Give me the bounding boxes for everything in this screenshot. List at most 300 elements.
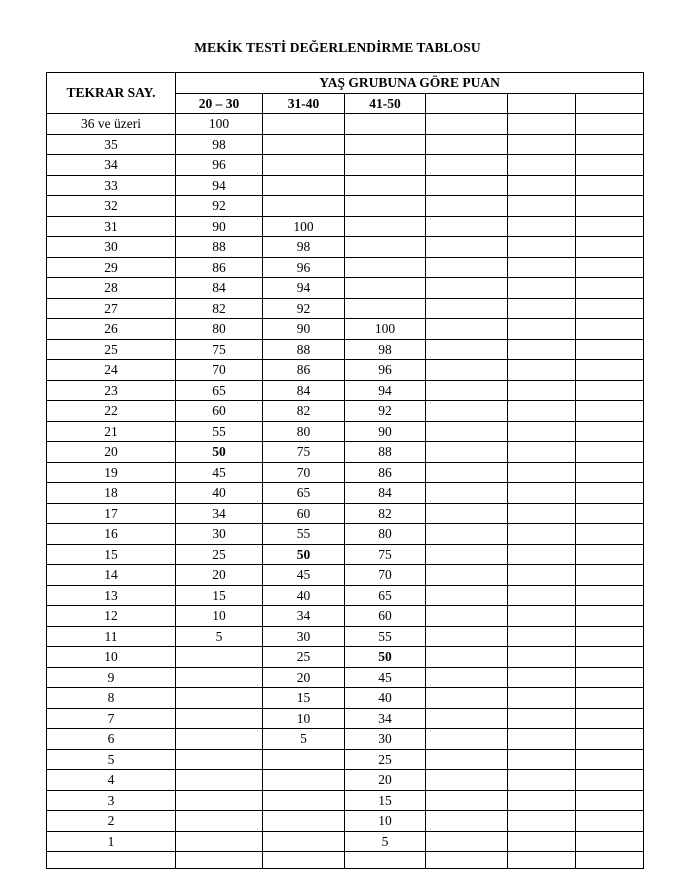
table-row bbox=[47, 421, 644, 442]
score-cell: 40 bbox=[176, 483, 263, 504]
table-row bbox=[47, 626, 644, 647]
score-cell bbox=[576, 155, 644, 176]
score-cell bbox=[576, 216, 644, 237]
rep-count-cell: 26 bbox=[47, 319, 176, 340]
rep-count-cell: 31 bbox=[47, 216, 176, 237]
score-cell: 82 bbox=[263, 401, 345, 422]
score-cell bbox=[508, 442, 576, 463]
score-cell bbox=[508, 483, 576, 504]
score-cell bbox=[508, 360, 576, 381]
table-row bbox=[47, 831, 644, 852]
score-cell bbox=[576, 257, 644, 278]
rep-count-cell: 12 bbox=[47, 606, 176, 627]
score-cell bbox=[176, 708, 263, 729]
table-row bbox=[47, 790, 644, 811]
score-cell bbox=[508, 278, 576, 299]
table-row bbox=[47, 442, 644, 463]
score-cell bbox=[508, 401, 576, 422]
score-cell bbox=[576, 483, 644, 504]
table-row bbox=[47, 708, 644, 729]
score-cell bbox=[576, 606, 644, 627]
score-cell bbox=[345, 134, 426, 155]
score-cell bbox=[426, 606, 508, 627]
rep-count-cell: 28 bbox=[47, 278, 176, 299]
score-cell bbox=[576, 749, 644, 770]
rep-count-cell: 21 bbox=[47, 421, 176, 442]
score-cell: 98 bbox=[176, 134, 263, 155]
table-row bbox=[47, 278, 644, 299]
age-group-cell: 41-50 bbox=[345, 93, 426, 114]
score-cell bbox=[176, 831, 263, 852]
score-cell: 98 bbox=[345, 339, 426, 360]
score-cell bbox=[426, 421, 508, 442]
age-group-cell: 31-40 bbox=[263, 93, 345, 114]
score-cell: 92 bbox=[176, 196, 263, 217]
score-cell: 75 bbox=[263, 442, 345, 463]
score-cell: 65 bbox=[263, 483, 345, 504]
score-cell: 92 bbox=[263, 298, 345, 319]
score-cell bbox=[426, 790, 508, 811]
rep-count-cell: 3 bbox=[47, 790, 176, 811]
score-cell bbox=[508, 831, 576, 852]
score-cell: 88 bbox=[176, 237, 263, 258]
score-cell: 88 bbox=[345, 442, 426, 463]
score-cell bbox=[263, 811, 345, 832]
score-cell bbox=[508, 770, 576, 791]
score-cell: 25 bbox=[263, 647, 345, 668]
score-cell bbox=[426, 155, 508, 176]
score-table bbox=[46, 72, 644, 869]
score-cell bbox=[576, 585, 644, 606]
age-group-cell: 20 – 30 bbox=[176, 93, 263, 114]
table-row bbox=[47, 483, 644, 504]
score-cell bbox=[576, 134, 644, 155]
score-cell bbox=[576, 852, 644, 869]
score-cell bbox=[426, 483, 508, 504]
score-cell: 98 bbox=[263, 237, 345, 258]
score-cell bbox=[426, 339, 508, 360]
score-cell: 86 bbox=[345, 462, 426, 483]
score-cell bbox=[508, 852, 576, 869]
score-cell bbox=[263, 831, 345, 852]
score-cell bbox=[576, 503, 644, 524]
score-cell bbox=[426, 565, 508, 586]
score-cell bbox=[576, 770, 644, 791]
table-row bbox=[47, 237, 644, 258]
score-cell bbox=[576, 114, 644, 135]
score-cell bbox=[508, 421, 576, 442]
score-cell bbox=[426, 442, 508, 463]
score-cell bbox=[508, 114, 576, 135]
age-group-score-header: YAŞ GRUBUNA GÖRE PUAN bbox=[176, 73, 644, 94]
table-row bbox=[47, 339, 644, 360]
score-cell bbox=[426, 831, 508, 852]
score-cell: 86 bbox=[176, 257, 263, 278]
score-cell: 30 bbox=[345, 729, 426, 750]
score-cell: 45 bbox=[345, 667, 426, 688]
score-cell: 86 bbox=[263, 360, 345, 381]
page-title: MEKİK TESTİ DEĞERLENDİRME TABLOSU bbox=[194, 40, 481, 55]
score-cell: 50 bbox=[176, 442, 263, 463]
score-cell bbox=[426, 667, 508, 688]
rep-count-cell: 20 bbox=[47, 442, 176, 463]
score-cell bbox=[263, 196, 345, 217]
table-row bbox=[47, 585, 644, 606]
score-cell bbox=[426, 770, 508, 791]
rep-count-cell: 22 bbox=[47, 401, 176, 422]
rep-count-cell: 5 bbox=[47, 749, 176, 770]
score-cell: 50 bbox=[263, 544, 345, 565]
score-cell: 92 bbox=[345, 401, 426, 422]
score-cell bbox=[426, 237, 508, 258]
score-cell: 15 bbox=[263, 688, 345, 709]
score-cell: 34 bbox=[345, 708, 426, 729]
score-cell bbox=[426, 524, 508, 545]
age-group-cell bbox=[508, 93, 576, 114]
score-cell: 55 bbox=[345, 626, 426, 647]
score-cell: 94 bbox=[176, 175, 263, 196]
table-row bbox=[47, 811, 644, 832]
score-cell bbox=[576, 565, 644, 586]
table-row bbox=[47, 544, 644, 565]
rep-count-cell: 18 bbox=[47, 483, 176, 504]
score-cell bbox=[426, 319, 508, 340]
score-cell bbox=[508, 298, 576, 319]
score-cell: 15 bbox=[345, 790, 426, 811]
score-cell: 84 bbox=[263, 380, 345, 401]
score-cell: 10 bbox=[263, 708, 345, 729]
table-row bbox=[47, 257, 644, 278]
score-cell bbox=[176, 770, 263, 791]
rep-count-cell: 4 bbox=[47, 770, 176, 791]
score-cell bbox=[508, 708, 576, 729]
table-row bbox=[47, 667, 644, 688]
table-row bbox=[47, 216, 644, 237]
score-cell: 82 bbox=[176, 298, 263, 319]
table-row bbox=[47, 298, 644, 319]
score-cell bbox=[345, 278, 426, 299]
score-cell: 100 bbox=[176, 114, 263, 135]
rep-count-cell: 11 bbox=[47, 626, 176, 647]
score-cell bbox=[576, 811, 644, 832]
table-row bbox=[47, 401, 644, 422]
score-cell bbox=[576, 278, 644, 299]
score-cell: 60 bbox=[263, 503, 345, 524]
score-cell: 60 bbox=[176, 401, 263, 422]
score-cell bbox=[345, 257, 426, 278]
score-cell: 94 bbox=[345, 380, 426, 401]
score-cell bbox=[426, 298, 508, 319]
score-table-body bbox=[47, 114, 644, 869]
table-row bbox=[47, 503, 644, 524]
score-cell bbox=[576, 790, 644, 811]
score-cell: 84 bbox=[176, 278, 263, 299]
score-cell: 50 bbox=[345, 647, 426, 668]
score-cell: 94 bbox=[263, 278, 345, 299]
table-row bbox=[47, 380, 644, 401]
score-cell: 65 bbox=[345, 585, 426, 606]
score-cell bbox=[263, 852, 345, 869]
score-cell bbox=[576, 237, 644, 258]
score-cell bbox=[263, 790, 345, 811]
score-cell bbox=[576, 729, 644, 750]
table-row bbox=[47, 647, 644, 668]
score-cell bbox=[508, 667, 576, 688]
score-cell bbox=[508, 134, 576, 155]
score-cell bbox=[576, 626, 644, 647]
rep-count-cell: 16 bbox=[47, 524, 176, 545]
score-cell bbox=[426, 647, 508, 668]
score-cell: 75 bbox=[345, 544, 426, 565]
table-row bbox=[47, 462, 644, 483]
table-row bbox=[47, 852, 644, 869]
score-cell bbox=[176, 688, 263, 709]
score-cell bbox=[508, 257, 576, 278]
table-row bbox=[47, 770, 644, 791]
rep-count-cell: 8 bbox=[47, 688, 176, 709]
rep-count-cell: 35 bbox=[47, 134, 176, 155]
score-cell: 40 bbox=[345, 688, 426, 709]
score-cell: 10 bbox=[345, 811, 426, 832]
score-cell bbox=[576, 442, 644, 463]
score-cell: 70 bbox=[176, 360, 263, 381]
score-cell bbox=[426, 380, 508, 401]
age-group-cell bbox=[426, 93, 508, 114]
rep-count-cell: 24 bbox=[47, 360, 176, 381]
rep-count-cell: 2 bbox=[47, 811, 176, 832]
score-cell bbox=[345, 114, 426, 135]
score-cell bbox=[508, 216, 576, 237]
score-cell: 15 bbox=[176, 585, 263, 606]
table-row bbox=[47, 749, 644, 770]
score-cell bbox=[508, 524, 576, 545]
score-cell bbox=[508, 565, 576, 586]
score-cell bbox=[263, 155, 345, 176]
score-cell bbox=[426, 196, 508, 217]
table-row bbox=[47, 729, 644, 750]
score-cell bbox=[426, 175, 508, 196]
rep-count-cell: 13 bbox=[47, 585, 176, 606]
score-cell bbox=[426, 688, 508, 709]
score-cell: 75 bbox=[176, 339, 263, 360]
score-cell: 5 bbox=[176, 626, 263, 647]
rep-count-cell: 34 bbox=[47, 155, 176, 176]
score-cell: 25 bbox=[176, 544, 263, 565]
score-cell bbox=[508, 196, 576, 217]
score-cell bbox=[508, 606, 576, 627]
score-cell: 55 bbox=[176, 421, 263, 442]
score-cell bbox=[508, 626, 576, 647]
score-cell bbox=[576, 647, 644, 668]
score-cell bbox=[576, 667, 644, 688]
rep-count-cell: 29 bbox=[47, 257, 176, 278]
score-cell bbox=[508, 319, 576, 340]
score-cell bbox=[345, 298, 426, 319]
rep-count-cell: 32 bbox=[47, 196, 176, 217]
rep-count-cell: 36 ve üzeri bbox=[47, 114, 176, 135]
rep-count-cell: 17 bbox=[47, 503, 176, 524]
table-row bbox=[47, 134, 644, 155]
table-row bbox=[47, 606, 644, 627]
score-cell bbox=[426, 811, 508, 832]
score-cell bbox=[576, 708, 644, 729]
score-cell bbox=[345, 155, 426, 176]
score-cell bbox=[426, 114, 508, 135]
score-cell: 45 bbox=[263, 565, 345, 586]
score-cell bbox=[508, 237, 576, 258]
score-cell bbox=[426, 216, 508, 237]
score-cell: 20 bbox=[263, 667, 345, 688]
score-cell bbox=[508, 729, 576, 750]
score-cell bbox=[576, 360, 644, 381]
score-cell bbox=[176, 729, 263, 750]
score-cell bbox=[345, 175, 426, 196]
table-row bbox=[47, 196, 644, 217]
score-cell: 65 bbox=[176, 380, 263, 401]
score-cell bbox=[263, 175, 345, 196]
rep-count-cell: 9 bbox=[47, 667, 176, 688]
score-cell: 10 bbox=[176, 606, 263, 627]
rep-count-cell: 23 bbox=[47, 380, 176, 401]
score-cell bbox=[426, 278, 508, 299]
score-cell bbox=[426, 585, 508, 606]
score-cell: 45 bbox=[176, 462, 263, 483]
score-cell bbox=[176, 790, 263, 811]
score-cell: 80 bbox=[263, 421, 345, 442]
score-cell bbox=[576, 831, 644, 852]
score-cell bbox=[576, 298, 644, 319]
score-cell bbox=[426, 503, 508, 524]
score-cell: 88 bbox=[263, 339, 345, 360]
rep-count-cell: 1 bbox=[47, 831, 176, 852]
score-cell bbox=[576, 380, 644, 401]
score-cell: 34 bbox=[263, 606, 345, 627]
score-cell bbox=[176, 667, 263, 688]
score-cell bbox=[426, 749, 508, 770]
table-row bbox=[47, 688, 644, 709]
score-cell: 90 bbox=[176, 216, 263, 237]
score-cell: 100 bbox=[345, 319, 426, 340]
score-cell: 90 bbox=[263, 319, 345, 340]
score-cell bbox=[576, 401, 644, 422]
score-cell bbox=[576, 544, 644, 565]
score-cell bbox=[176, 647, 263, 668]
score-cell: 20 bbox=[345, 770, 426, 791]
score-cell: 5 bbox=[263, 729, 345, 750]
score-cell bbox=[176, 811, 263, 832]
score-cell bbox=[508, 811, 576, 832]
table-row bbox=[47, 155, 644, 176]
score-cell bbox=[508, 585, 576, 606]
score-cell: 82 bbox=[345, 503, 426, 524]
score-cell: 96 bbox=[176, 155, 263, 176]
rep-count-cell: 19 bbox=[47, 462, 176, 483]
score-cell bbox=[576, 421, 644, 442]
score-cell bbox=[576, 196, 644, 217]
score-cell: 70 bbox=[345, 565, 426, 586]
score-cell bbox=[176, 749, 263, 770]
score-cell bbox=[508, 749, 576, 770]
score-cell: 20 bbox=[176, 565, 263, 586]
rep-count-cell: 25 bbox=[47, 339, 176, 360]
score-cell bbox=[345, 852, 426, 869]
table-row bbox=[47, 524, 644, 545]
score-cell bbox=[508, 380, 576, 401]
score-cell bbox=[508, 155, 576, 176]
score-cell bbox=[426, 708, 508, 729]
score-cell: 55 bbox=[263, 524, 345, 545]
score-cell bbox=[426, 544, 508, 565]
score-cell bbox=[426, 729, 508, 750]
rep-count-cell bbox=[47, 852, 176, 869]
score-cell bbox=[263, 749, 345, 770]
score-cell bbox=[426, 134, 508, 155]
rep-count-header: TEKRAR SAY. bbox=[47, 73, 176, 114]
score-cell bbox=[345, 237, 426, 258]
score-cell: 34 bbox=[176, 503, 263, 524]
rep-count-cell: 10 bbox=[47, 647, 176, 668]
score-cell: 84 bbox=[345, 483, 426, 504]
score-cell bbox=[508, 647, 576, 668]
score-cell: 30 bbox=[263, 626, 345, 647]
score-cell bbox=[426, 257, 508, 278]
score-cell: 70 bbox=[263, 462, 345, 483]
score-cell: 80 bbox=[345, 524, 426, 545]
score-cell: 100 bbox=[263, 216, 345, 237]
score-cell bbox=[345, 196, 426, 217]
score-cell: 30 bbox=[176, 524, 263, 545]
score-cell bbox=[426, 626, 508, 647]
score-cell bbox=[263, 114, 345, 135]
table-row bbox=[47, 175, 644, 196]
score-cell bbox=[426, 360, 508, 381]
score-cell: 40 bbox=[263, 585, 345, 606]
score-cell bbox=[263, 134, 345, 155]
score-cell: 25 bbox=[345, 749, 426, 770]
score-cell: 90 bbox=[345, 421, 426, 442]
score-cell: 96 bbox=[263, 257, 345, 278]
rep-count-cell: 33 bbox=[47, 175, 176, 196]
score-cell bbox=[508, 339, 576, 360]
table-row bbox=[47, 565, 644, 586]
score-cell bbox=[508, 544, 576, 565]
table-row bbox=[47, 114, 644, 135]
score-cell bbox=[508, 790, 576, 811]
score-cell: 5 bbox=[345, 831, 426, 852]
score-cell bbox=[426, 852, 508, 869]
score-cell: 60 bbox=[345, 606, 426, 627]
rep-count-cell: 15 bbox=[47, 544, 176, 565]
score-cell bbox=[508, 175, 576, 196]
score-cell bbox=[508, 503, 576, 524]
score-cell bbox=[576, 319, 644, 340]
rep-count-cell: 14 bbox=[47, 565, 176, 586]
score-cell bbox=[576, 339, 644, 360]
score-cell bbox=[576, 175, 644, 196]
score-cell bbox=[345, 216, 426, 237]
rep-count-cell: 30 bbox=[47, 237, 176, 258]
score-cell bbox=[576, 524, 644, 545]
score-cell bbox=[426, 462, 508, 483]
rep-count-cell: 6 bbox=[47, 729, 176, 750]
rep-count-cell: 7 bbox=[47, 708, 176, 729]
score-cell bbox=[176, 852, 263, 869]
table-row bbox=[47, 360, 644, 381]
score-cell bbox=[508, 688, 576, 709]
table-row bbox=[47, 319, 644, 340]
score-cell bbox=[426, 401, 508, 422]
rep-count-cell: 27 bbox=[47, 298, 176, 319]
